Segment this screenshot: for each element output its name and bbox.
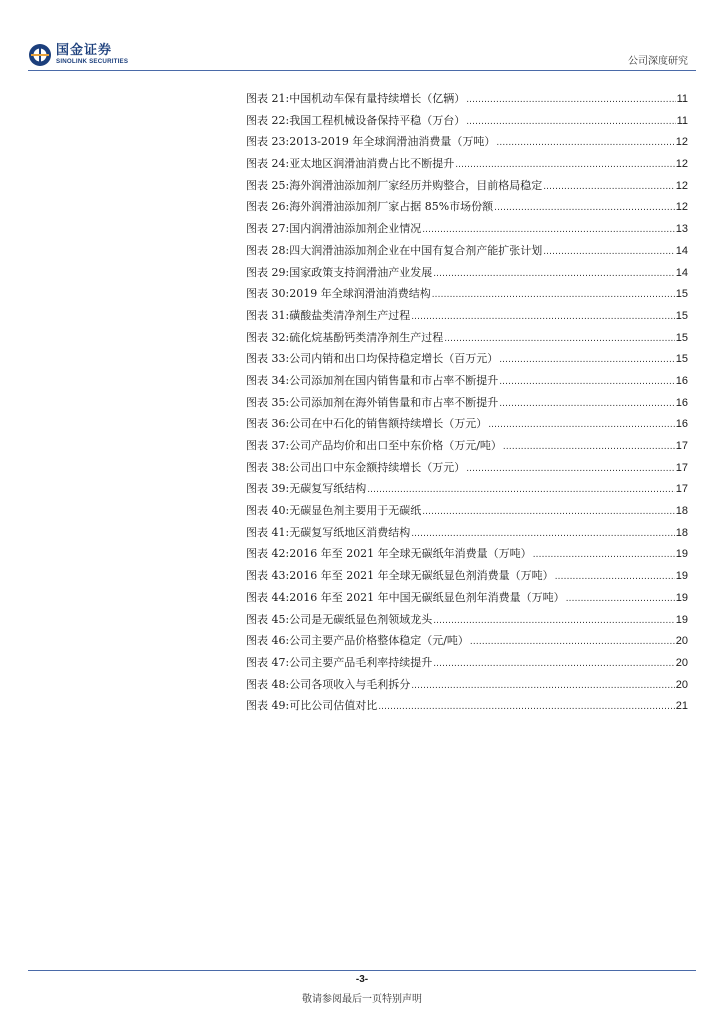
toc-entry-page: 16 (675, 374, 688, 387)
toc-entry-label: 图表 23: (246, 135, 290, 149)
toc-entry-label: 图表 46: (246, 634, 290, 648)
toc-dot-leader (499, 348, 675, 371)
toc-entry-label: 图表 24: (246, 157, 290, 171)
toc-dot-leader (543, 175, 675, 198)
toc-entry-page: 19 (675, 570, 688, 583)
toc-dot-leader (411, 522, 675, 545)
toc-entry[interactable] (246, 392, 688, 414)
toc-entry[interactable] (246, 674, 688, 696)
toc-entry[interactable] (246, 283, 688, 305)
toc-entry-label: 图表 27: (246, 222, 290, 236)
toc-entry-label: 图表 41: (246, 525, 290, 539)
toc-dot-leader (466, 88, 675, 111)
toc-entry-title: 2016 年至 2021 年全球无碳纸年消费量（万吨） (289, 547, 532, 561)
toc-entry-label: 图表 45: (246, 612, 290, 626)
toc-entry-title: 无碳显色剂主要用于无碳纸 (289, 504, 422, 518)
footer-disclaimer: 敬请参阅最后一页特别声明 (302, 994, 422, 1005)
toc-entry-label: 图表 28: (246, 243, 290, 257)
toc-entry-title: 四大润滑油添加剂企业在中国有复合剂产能扩张计划 (289, 243, 543, 257)
toc-dot-leader (411, 305, 675, 328)
toc-entry[interactable] (246, 543, 688, 565)
toc-entry-page: 15 (675, 309, 688, 322)
toc-entry-label: 图表 25: (246, 178, 290, 192)
toc-entry[interactable] (246, 652, 688, 674)
toc-entry-page: 20 (675, 635, 688, 648)
logo-chinese-name: 国金证券 (56, 43, 113, 59)
toc-entry-title: 无碳复写纸结构 (289, 482, 367, 496)
toc-dot-leader (433, 609, 675, 632)
toc-entry-label: 图表 48: (246, 677, 290, 691)
toc-entry-title: 2016 年至 2021 年中国无碳纸显色剂年消费量（万吨） (289, 590, 565, 604)
toc-entry-page: 12 (675, 179, 688, 192)
toc-entry-label: 图表 38: (246, 460, 290, 474)
toc-entry-label: 图表 33: (246, 352, 290, 366)
toc-entry-label: 图表 44: (246, 590, 290, 604)
toc-entry-title: 公司出口中东金额持续增长（万元） (289, 460, 466, 474)
toc-entry[interactable] (246, 522, 688, 544)
toc-entry-label: 图表 40: (246, 504, 290, 518)
logo-english-name: SINOLINK SECURITIES (56, 58, 129, 66)
toc-dot-leader (433, 262, 675, 285)
toc-entry-label: 图表 39: (246, 482, 290, 496)
toc-dot-leader (470, 630, 675, 653)
toc-entry-title: 公司是无碳纸显色剂领域龙头 (289, 612, 433, 626)
toc-entry[interactable] (246, 305, 688, 327)
toc-entry-title: 海外润滑油添加剂厂家经历并购整合，目前格局稳定 (289, 178, 543, 192)
toc-entry-page: 15 (675, 353, 688, 366)
toc-dot-leader (566, 587, 675, 610)
toc-entry-page: 11 (676, 114, 688, 127)
toc-entry[interactable] (246, 587, 688, 609)
toc-entry[interactable] (246, 153, 688, 175)
toc-entry-label: 图表 42: (246, 547, 290, 561)
toc-entry-label: 图表 43: (246, 569, 290, 583)
page-number: -3- (355, 974, 369, 985)
toc-entry-label: 图表 21: (246, 92, 290, 105)
toc-entry-label: 图表 22: (246, 113, 290, 127)
toc-entry-page: 19 (675, 591, 688, 604)
company-logo (28, 42, 138, 68)
toc-entry-page: 17 (675, 483, 688, 496)
toc-entry-title: 公司添加剂在海外销售量和市占率不断提升 (289, 395, 499, 409)
toc-entry-page: 16 (675, 396, 688, 409)
toc-entry-label: 图表 32: (246, 330, 290, 344)
toc-dot-leader (466, 110, 675, 133)
toc-entry-title: 2019 年全球润滑油消费结构 (289, 287, 431, 301)
toc-entry[interactable] (246, 630, 688, 652)
toc-entry-page: 12 (675, 201, 688, 214)
toc-dot-leader (533, 543, 675, 566)
toc-dot-leader (494, 196, 675, 219)
toc-entry-title: 2016 年至 2021 年全球无碳纸显色剂消费量（万吨） (289, 569, 554, 583)
toc-entry[interactable] (246, 370, 688, 392)
toc-entry-page: 20 (675, 656, 688, 669)
toc-entry-title: 公司在中石化的销售额持续增长（万元） (289, 417, 488, 431)
toc-entry-title: 公司内销和出口均保持稳定增长（百万元） (289, 352, 499, 366)
toc-entry[interactable] (246, 175, 688, 197)
report-type-label: 公司深度研究 (628, 56, 688, 67)
toc-entry-page: 15 (675, 288, 688, 301)
toc-entry-title: 公司各项收入与毛利拆分 (289, 677, 411, 691)
toc-entry-label: 图表 30: (246, 287, 290, 301)
toc-entry[interactable] (246, 348, 688, 370)
toc-entry-label: 图表 36: (246, 417, 290, 431)
toc-entry-title: 国家政策支持润滑油产业发展 (289, 265, 433, 279)
toc-dot-leader (422, 500, 675, 523)
toc-entry-page: 20 (675, 678, 688, 691)
toc-entry-page: 21 (675, 700, 688, 713)
toc-entry-page: 17 (675, 461, 688, 474)
toc-entry[interactable] (246, 131, 688, 153)
toc-entry[interactable] (246, 413, 688, 435)
toc-entry-page: 19 (675, 613, 688, 626)
toc-entry[interactable] (246, 218, 688, 240)
toc-entry-page: 18 (675, 526, 688, 539)
toc-entry-page: 19 (675, 548, 688, 561)
toc-dot-leader (555, 565, 675, 588)
toc-dot-leader (499, 370, 675, 393)
toc-entry-label: 图表 26: (246, 200, 290, 214)
toc-dot-leader (367, 478, 675, 501)
toc-entry-page: 18 (675, 505, 688, 518)
toc-entry-title: 公司主要产品毛利率持续提升 (289, 655, 433, 669)
toc-dot-leader (411, 674, 675, 697)
toc-entry-label: 图表 34: (246, 373, 290, 387)
toc-entry-title: 中国机动车保有量持续增长（亿辆） (289, 92, 466, 105)
toc-dot-leader (466, 457, 675, 480)
toc-entry-page: 14 (675, 244, 688, 257)
toc-entry[interactable] (246, 196, 688, 218)
toc-entry[interactable] (246, 609, 688, 631)
toc-entry[interactable] (246, 565, 688, 587)
toc-entry[interactable] (246, 240, 688, 262)
toc-entry-title: 我国工程机械设备保持平稳（万台） (289, 113, 466, 127)
toc-entry[interactable] (246, 457, 688, 479)
toc-entry-page: 13 (675, 223, 688, 236)
toc-entry-title: 硫化烷基酚钙类清净剂生产过程 (289, 330, 444, 344)
toc-entry[interactable] (246, 110, 688, 132)
toc-entry[interactable] (246, 327, 688, 349)
toc-dot-leader (444, 327, 675, 350)
toc-dot-leader (433, 652, 675, 675)
toc-entry-title: 无碳复写纸地区消费结构 (289, 525, 411, 539)
header-divider (28, 70, 696, 71)
toc-entry[interactable] (246, 262, 688, 284)
toc-entry-page: 15 (675, 331, 688, 344)
toc-entry-label: 图表 47: (246, 655, 290, 669)
toc-dot-leader (503, 435, 675, 458)
sinolink-logo-icon (28, 43, 52, 67)
page-header (0, 0, 724, 80)
figure-index-list (246, 88, 688, 717)
toc-entry[interactable] (246, 88, 688, 110)
toc-entry-title: 2013-2019 年全球润滑油消费量（万吨） (289, 135, 496, 149)
toc-entry-page: 12 (675, 158, 688, 171)
toc-entry-label: 图表 49: (246, 699, 290, 713)
toc-entry[interactable] (246, 478, 688, 500)
toc-entry-title: 公司产品均价和出口至中东价格（万元/吨） (289, 439, 502, 452)
toc-entry-page: 16 (675, 418, 688, 431)
footer-divider (28, 970, 696, 971)
toc-dot-leader (455, 153, 675, 176)
toc-entry[interactable] (246, 500, 688, 522)
toc-entry-label: 图表 37: (246, 439, 290, 452)
toc-entry-title: 国内润滑油添加剂企业情况 (289, 222, 422, 236)
toc-entry-page: 11 (676, 93, 688, 105)
toc-dot-leader (543, 240, 675, 263)
toc-dot-leader (432, 283, 675, 306)
toc-entry-label: 图表 31: (246, 308, 290, 322)
toc-dot-leader (422, 218, 675, 241)
toc-entry-label: 图表 35: (246, 395, 290, 409)
toc-dot-leader (496, 131, 674, 154)
toc-entry-title: 磺酸盐类清净剂生产过程 (289, 308, 411, 322)
toc-entry-page: 12 (675, 136, 688, 149)
toc-entry-title: 可比公司估值对比 (289, 699, 378, 713)
toc-dot-leader (378, 695, 675, 718)
toc-entry-title: 公司添加剂在国内销售量和市占率不断提升 (289, 373, 499, 387)
toc-entry[interactable] (246, 695, 688, 717)
toc-entry-label: 图表 29: (246, 265, 290, 279)
toc-dot-leader (499, 392, 675, 415)
toc-entry[interactable] (246, 435, 688, 457)
toc-entry-title: 海外润滑油添加剂厂家占据 85%市场份额 (289, 200, 494, 214)
toc-entry-title: 公司主要产品价格整体稳定（元/吨） (289, 634, 469, 648)
toc-dot-leader (488, 413, 675, 436)
toc-entry-page: 14 (675, 266, 688, 279)
toc-entry-page: 17 (675, 440, 688, 452)
toc-entry-title: 亚太地区润滑油消费占比不断提升 (289, 157, 455, 171)
